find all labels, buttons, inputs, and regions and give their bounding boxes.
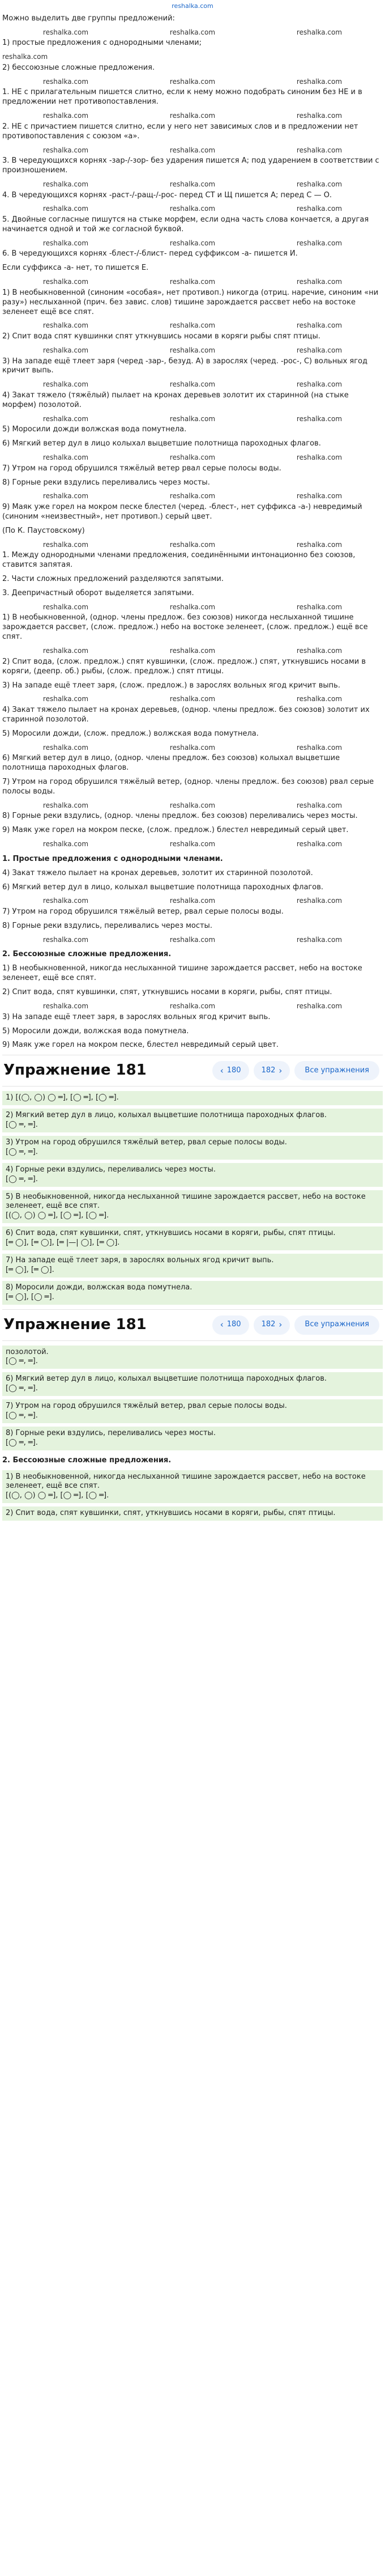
- answer-sentence: 7) Утром на город обрушился тяжёлый ветер, рвал серые полосы воды.: [6, 1402, 287, 1411]
- all-exercises-button[interactable]: Все упражнения: [294, 1061, 379, 1080]
- answer-block: [2, 1281, 383, 1305]
- paragraph: 9) Маяк уже горел на мокром песке блестел (черед. -блест-, нет суффикса -а-) невредимый (синоним «неизвестный», нет противоп.) серый цвет.: [2, 503, 362, 521]
- paragraph: 7) Утром на город обрушился тяжёлый ветер, (однор. члены предлож. без союзов) рвал серые полосы воды.: [2, 778, 374, 796]
- group-2-title: 2. Бессоюзные сложные предложения.: [2, 950, 172, 959]
- prev-exercise-button[interactable]: [212, 1315, 249, 1335]
- watermark-row: reshalka.com reshalka.com reshalka.com: [42, 278, 343, 286]
- watermark-row: reshalka.com reshalka.com reshalka.com: [42, 112, 343, 120]
- watermark-row: reshalka.com reshalka.com reshalka.com: [42, 453, 343, 462]
- answer-block: [2, 1227, 383, 1250]
- site-link[interactable]: reshalka.com: [172, 2, 213, 10]
- answer-block: [2, 1254, 383, 1278]
- watermark-row: reshalka.com reshalka.com reshalka.com: [42, 695, 343, 703]
- paragraph: 6) Мягкий ветер дул в лицо колыхал выцветшие полотнища пароходных флагов.: [2, 439, 321, 448]
- exercise-nav-bar-2: [2, 1309, 383, 1341]
- paragraph: (По К. Паустовскому): [2, 526, 85, 535]
- nav-controls: [212, 1315, 383, 1335]
- paragraph: 3) На западе ещё тлеет заря, (слож. предлож.) в зарослях вольных ягод кричит выпь.: [2, 681, 340, 690]
- watermark-row: reshalka.com reshalka.com reshalka.com: [42, 180, 343, 188]
- paragraph: 4) Закат тяжело пылает на кронах деревьев, золотит их старинной позолотой.: [2, 868, 313, 877]
- answer-text: позолотой.: [6, 1347, 49, 1356]
- paragraph: Можно выделить две группы предложений:: [2, 14, 175, 23]
- answer-sentence: 6) Спит вода, спят кувшинки, спят, уткнувшись носами в коряги, рыбы, спят птицы.: [6, 1229, 336, 1238]
- paragraph: 1) В необыкновенной, никогда неслыханной тишине зарождается рассвет, небо на востоке зеленеет, ещё все спят.: [2, 964, 362, 983]
- watermark-row: reshalka.com reshalka.com reshalka.com: [42, 801, 343, 809]
- watermark-row: reshalka.com reshalka.com reshalka.com: [42, 146, 343, 154]
- group-1-title: 1. Простые предложения с однородными членами.: [2, 854, 223, 863]
- exercise-nav-bar: [2, 1055, 383, 1087]
- prev-exercise-button[interactable]: [212, 1061, 249, 1080]
- answer-scheme: [◯ ═, ═].: [6, 1121, 38, 1130]
- paragraph: 1. НЕ с прилагательным пишется слитно, если к нему можно подобрать синоним без НЕ и в предложении нет противопоставления.: [2, 88, 362, 107]
- prev-exercise-label: 180: [226, 1320, 241, 1329]
- answer-scheme: [◯ ═, ═].: [6, 1147, 38, 1156]
- paragraph: 6) Мягкий ветер дул в лицо, (однор. члены предлож. без союзов) колыхал выцветшие полотнища пароходных флагов.: [2, 754, 340, 773]
- exercise-title: Упражнение 181: [3, 1062, 147, 1079]
- watermark-row: reshalka.com reshalka.com reshalka.com: [42, 492, 343, 500]
- paragraph: 9) Маяк уже горел на мокром песке, (слож. предлож.) блестел невредимый серый цвет.: [2, 826, 349, 835]
- answer-sentence: 4) Горные реки вздулись, переливались через мосты.: [6, 1165, 216, 1174]
- answer-scheme: [═ ◯], [═ ◯], [═ |—| ◯], [═ ◯].: [6, 1238, 120, 1247]
- paragraph: 1) В необыкновенной, (однор. члены предлож. без союзов) никогда неслыханной тишине зарождается рассвет, (слож. предлож.) небо на востоке зеленеет, (слож. предлож.) ещё все спят.: [2, 613, 368, 642]
- watermark-row: reshalka.com reshalka.com reshalka.com: [42, 239, 343, 247]
- answer-scheme: [◯ ═, ═].: [6, 1384, 38, 1393]
- answer-block: [2, 1190, 383, 1224]
- paragraph: 6) Мягкий ветер дул в лицо, колыхал выцветшие полотнища пароходных флагов.: [2, 882, 323, 892]
- paragraph: 5) Моросили дожди, (слож. предлож.) волжская вода помутнела.: [2, 729, 259, 738]
- answer-sentence: 3) Утром на город обрушился тяжёлый ветер, рвал серые полосы воды.: [6, 1138, 287, 1147]
- paragraph: 4) Закат тяжело (тяжёлый) пылает на кронах деревьев золотит их старинной (на стыке морфем) позолотой.: [2, 391, 349, 409]
- paragraph: 8) Горные реки вздулись, переливались через мосты.: [2, 921, 212, 930]
- answer-block: 1) [(◯, ◯) ◯ ═], [◯ ═], [◯ ═].: [2, 1091, 383, 1105]
- next-exercise-label: 182: [261, 1320, 276, 1329]
- answer-sentence: 5) В необыкновенной, никогда неслыханной тишине зарождается рассвет, небо на востоке зеленеет, ещё все спят.: [6, 1192, 366, 1211]
- watermark-row: reshalka.com reshalka.com reshalka.com: [42, 647, 343, 655]
- next-exercise-button[interactable]: [254, 1061, 290, 1080]
- paragraph: 3. В чередующихся корнях -зар-/-зор- без ударения пишется А; под ударением в соответствии с произношением.: [2, 156, 379, 175]
- watermark-row: reshalka.com reshalka.com reshalka.com: [42, 380, 343, 389]
- document: [0, 14, 385, 1521]
- answer-scheme: [◯ ═, ═].: [6, 1174, 38, 1183]
- watermark-row: reshalka.com reshalka.com reshalka.com: [42, 321, 343, 330]
- paragraph: 4. В чередующихся корнях -раст-/-ращ-/-рос- перед СТ и Щ пишется А; перед С — О.: [2, 190, 332, 200]
- watermark-row: reshalka.com reshalka.com reshalka.com: [42, 602, 343, 611]
- watermark-row: reshalka.com reshalka.com reshalka.com: [42, 346, 343, 354]
- watermark-row: reshalka.com reshalka.com reshalka.com: [42, 840, 343, 848]
- answer-sentence: 7) На западе ещё тлеет заря, в зарослях вольных ягод кричит выпь.: [6, 1255, 274, 1264]
- answer-block: [2, 1372, 383, 1396]
- answer-sentence: 8) Моросили дожди, волжская вода помутнела.: [6, 1283, 192, 1292]
- paragraph: 2. НЕ с причастием пишется слитно, если у него нет зависимых слов и в предложении нет противопоставления с союзом «а».: [2, 122, 358, 141]
- watermark-row: reshalka.com reshalka.com reshalka.com: [42, 743, 343, 752]
- answer-scheme: [◯ ═, ═].: [6, 1411, 38, 1420]
- paragraph: 1) В необыкновенной (синоним «особая», нет противоп.) никогда (отриц. наречие, синоним «ни разу») неслыханной (прич. без завис. слов) тишине зарождается рассвет небо на востоке зеленеет ещё все спят.: [2, 288, 379, 316]
- paragraph: 1) простые предложения с однородными членами;: [2, 39, 202, 48]
- answer-block: [2, 1427, 383, 1450]
- paragraph: 3) На западе ещё тлеет заря, в зарослях вольных ягод кричит выпь.: [2, 1012, 271, 1021]
- exercise-title: Упражнение 181: [3, 1315, 147, 1333]
- next-exercise-label: 182: [261, 1066, 276, 1075]
- watermark-row: reshalka.com reshalka.com reshalka.com: [42, 414, 343, 423]
- paragraph: 4) Закат тяжело пылает на кронах деревьев, (однор. члены предлож. без союзов) золотит их старинной позолотой.: [2, 706, 370, 724]
- paragraph: Если суффикса -а- нет, то пишется Е.: [2, 264, 149, 273]
- answer-block: [2, 1470, 383, 1504]
- prev-exercise-label: 180: [226, 1066, 241, 1075]
- paragraph: 7) Утром на город обрушился тяжёлый ветер, рвал серые полосы воды.: [2, 907, 284, 916]
- answer-scheme: [(◯, ◯) ◯ ═], [◯ ═], [◯ ═].: [6, 1211, 109, 1220]
- paragraph: 2. Части сложных предложений разделяются запятыми.: [2, 575, 224, 584]
- all-exercises-button[interactable]: Все упражнения: [294, 1315, 379, 1335]
- next-exercise-button[interactable]: [254, 1315, 290, 1335]
- paragraph: 5) Моросили дожди, волжская вода помутнела.: [2, 1026, 189, 1036]
- answer-sentence: 6) Мягкий ветер дул в лицо, колыхал выцветшие полотнища пароходных флагов.: [6, 1374, 327, 1384]
- answer-scheme: [◯ ═, ═].: [6, 1438, 38, 1447]
- watermark-row: reshalka.com reshalka.com reshalka.com: [42, 935, 343, 944]
- answer-scheme: [(◯, ◯) ◯ ═], [◯ ═], [◯ ═].: [6, 1491, 109, 1500]
- answer-block: [2, 1346, 383, 1369]
- answer-block: [2, 1136, 383, 1160]
- paragraph: 2) Спит вода, спят кувшинки, спят, уткнувшись носами в коряги, рыбы, спят птицы.: [2, 988, 332, 997]
- paragraph: 2) бессоюзные сложные предложения.: [2, 63, 155, 72]
- chevron-right-icon: ›: [279, 1065, 283, 1076]
- paragraph: 5. Двойные согласные пишутся на стыке морфем, если одна часть слова кончается, а другая начинается одной и той же согласной буквой.: [2, 215, 369, 234]
- watermark-row: reshalka.com reshalka.com reshalka.com: [42, 540, 343, 549]
- watermark-row: reshalka.com reshalka.com reshalka.com: [42, 205, 343, 213]
- watermark-row: reshalka.com reshalka.com reshalka.com: [42, 77, 343, 86]
- chevron-left-icon: ‹: [220, 1319, 224, 1330]
- paragraph: 9) Маяк уже горел на мокром песке, блестел невредимый серый цвет.: [2, 1041, 279, 1050]
- answer-block: [2, 1506, 383, 1521]
- answer-scheme: [═ ◯], [═ ◯].: [6, 1265, 54, 1274]
- chevron-right-icon: ›: [279, 1319, 283, 1330]
- paragraph: 8) Горные реки вздулись, (однор. члены предлож. без союзов) переливались через мосты.: [2, 812, 358, 821]
- answer-scheme: [═ ◯], [◯ ═].: [6, 1292, 54, 1301]
- answer-block: [2, 1163, 383, 1187]
- paragraph: 6. В чередующихся корнях -блест-/-блист- перед суффиксом -а- пишется И.: [2, 249, 298, 258]
- answer-sentence: 2) Спит вода, спят кувшинки, спят, уткнувшись носами в коряги, рыбы, спят птицы.: [6, 1509, 336, 1518]
- paragraph: 1. Между однородными членами предложения, соединёнными интонационно без союзов, ставится запятая.: [2, 551, 356, 570]
- watermark-row: reshalka.com reshalka.com reshalka.com: [42, 1002, 343, 1011]
- paragraph: 2) Спит вода спят кувшинки спят уткнувшись носами в коряги рыбы спят птицы.: [2, 332, 320, 341]
- paragraph: 3) На западе ещё тлеет заря (черед -зар-, безуд. А) в зарослях (черед. -рос-, С) вольных ягод кричит выпь.: [2, 357, 368, 375]
- answer-block: [2, 1399, 383, 1423]
- nav-controls: [212, 1061, 383, 1080]
- watermark-row: reshalka.com reshalka.com reshalka.com: [42, 28, 343, 36]
- paragraph: 8) Горные реки вздулись переливались через мосты.: [2, 478, 210, 487]
- answer-scheme: [◯ ═, ═].: [6, 1357, 38, 1366]
- watermark-row: reshalka.com reshalka.com reshalka.com: [42, 897, 343, 905]
- paragraph: 5) Моросили дожди волжская вода помутнела.: [2, 425, 187, 434]
- answer-sentence: 8) Горные реки вздулись, переливались через мосты.: [6, 1428, 216, 1437]
- answer-sentence: 2) Мягкий ветер дул в лицо, колыхал выцветшие полотнища пароходных флагов.: [6, 1111, 327, 1120]
- answer-block: [2, 1109, 383, 1132]
- group-2-title-repeat: 2. Бессоюзные сложные предложения.: [2, 1455, 172, 1465]
- paragraph: 2) Спит вода, (слож. предлож.) спят кувшинки, (слож. предлож.) спят, уткнувшись носами в коряги, (деепр. об.) рыбы, (слож. предлож.) спят птицы.: [2, 657, 366, 676]
- paragraph: 3. Деепричастный оборот выделяется запятыми.: [2, 589, 194, 597]
- chevron-left-icon: ‹: [220, 1065, 224, 1076]
- answer-sentence: 1) В необыкновенной, никогда неслыханной тишине зарождается рассвет, небо на востоке зеленеет, ещё все спят.: [6, 1472, 366, 1491]
- watermark: reshalka.com: [2, 53, 48, 61]
- paragraph: 7) Утром на город обрушился тяжёлый ветер рвал серые полосы воды.: [2, 464, 281, 473]
